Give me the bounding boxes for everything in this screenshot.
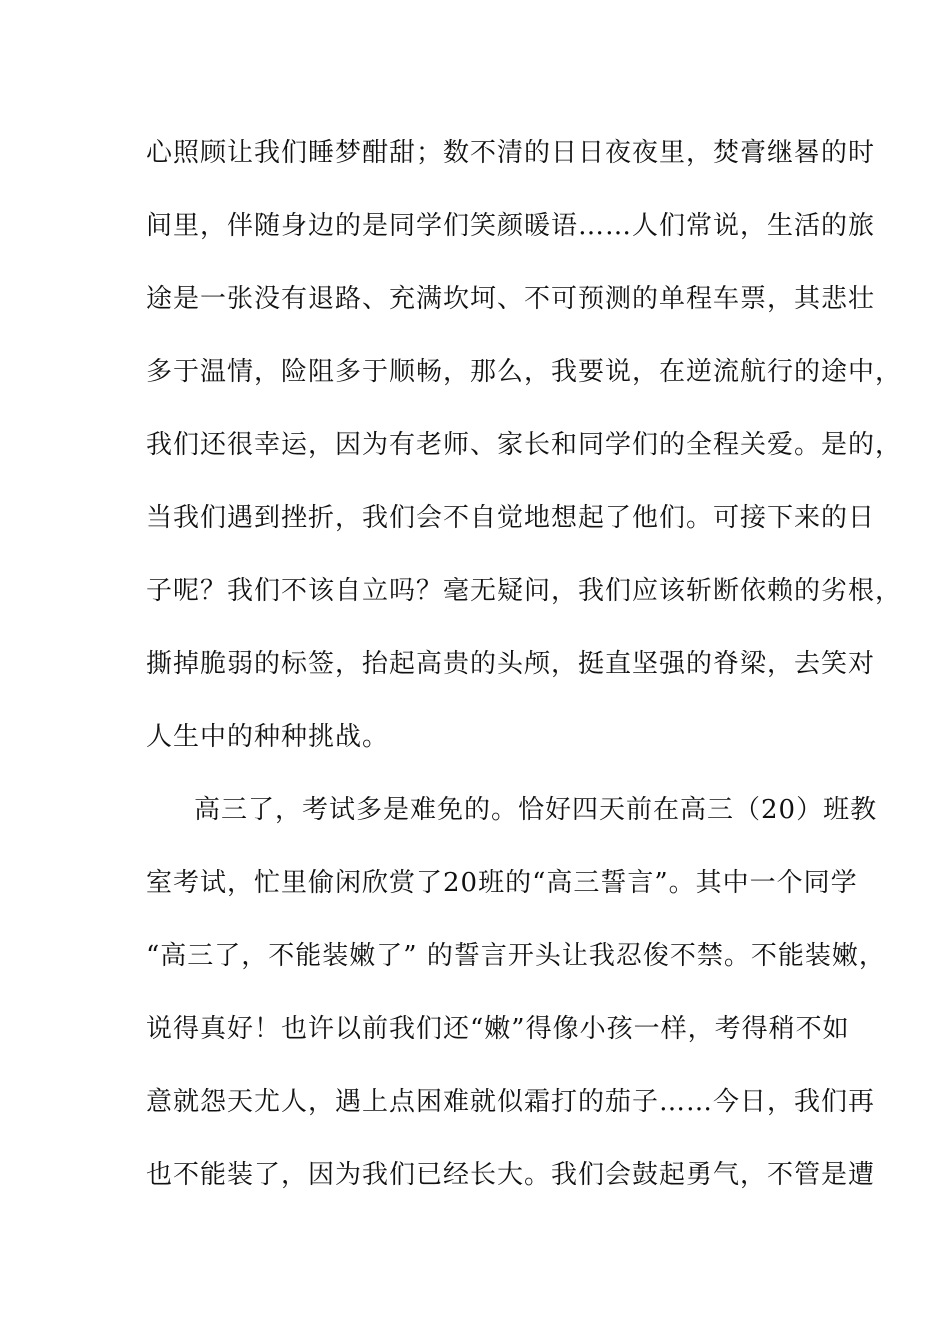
text-line: 心照顾让我们睡梦酣甜；数不清的日日夜夜里，焚膏继晷的时	[146, 138, 876, 168]
text-line: 也不能装了，因为我们已经长大。我们会鼓起勇气，不管是遭	[146, 1160, 876, 1190]
text-line: “高三了，不能装嫩了” 的誓言开头让我忍俊不禁。不能装嫩，	[146, 941, 886, 971]
paragraph-first-line: 高三了，考试多是难免的。恰好四天前在高三（20）班教	[194, 795, 878, 825]
text-line: 撕掉脆弱的标签，抬起高贵的头颅，挺直坚强的脊梁，去笑对	[146, 649, 876, 679]
text-line: 间里，伴随身边的是同学们笑颜暖语……人们常说，生活的旅	[146, 211, 876, 241]
paragraph-end-line: 人生中的种种挑战。	[146, 722, 390, 752]
text-line: 室考试，忙里偷闲欣赏了20班的“高三誓言”。其中一个同学	[146, 868, 858, 898]
text-line: 说得真好！也许以前我们还“嫩”得像小孩一样，考得稍不如	[146, 1014, 850, 1044]
text-line: 子呢？我们不该自立吗？毫无疑问，我们应该斩断依赖的劣根，	[146, 576, 903, 606]
text-line: 当我们遇到挫折，我们会不自觉地想起了他们。可接下来的日	[146, 503, 876, 533]
text-line: 途是一张没有退路、充满坎坷、不可预测的单程车票，其悲壮	[146, 284, 876, 314]
text-line: 意就怨天尤人，遇上点困难就似霜打的茄子……今日，我们再	[146, 1087, 876, 1117]
text-line: 多于温情，险阻多于顺畅，那么，我要说，在逆流航行的途中，	[146, 357, 903, 387]
text-line: 我们还很幸运，因为有老师、家长和同学们的全程关爱。是的，	[146, 430, 903, 460]
